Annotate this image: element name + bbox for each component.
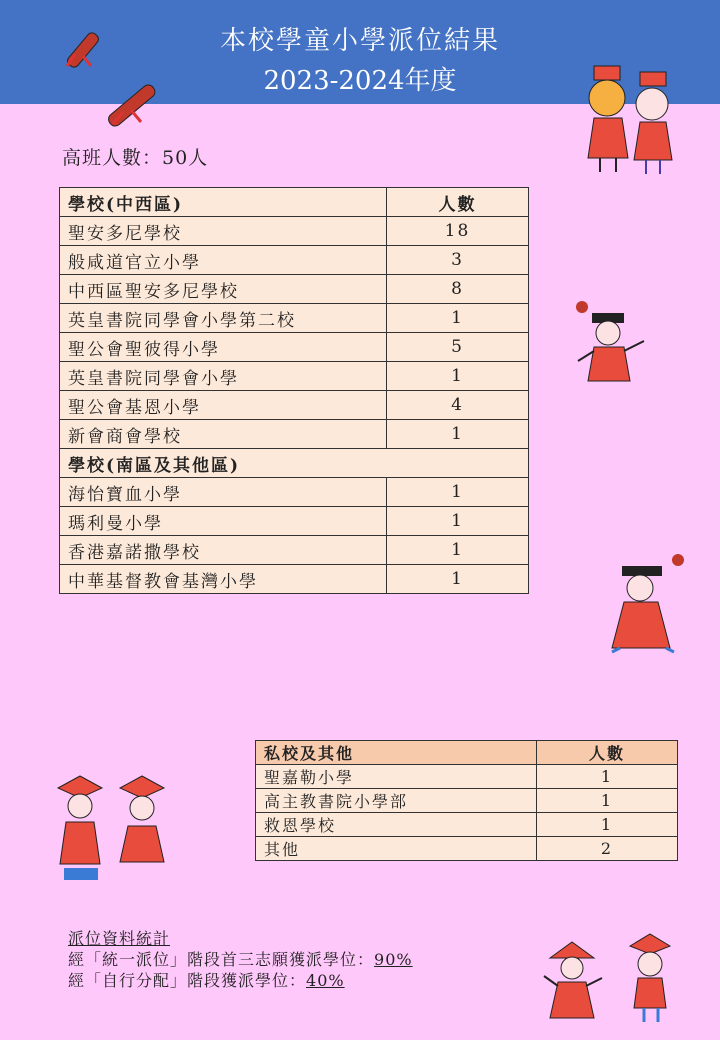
table-row xyxy=(60,507,529,536)
school-name: 新會商會學校 xyxy=(60,420,387,449)
school-name: 聖嘉勒小學 xyxy=(256,765,537,789)
school-name: 高主教書院小學部 xyxy=(256,789,537,813)
col-count: 人數 xyxy=(537,741,678,765)
table-row xyxy=(60,478,529,507)
school-name: 救恩學校 xyxy=(256,813,537,837)
table-row xyxy=(256,765,678,789)
table-row xyxy=(60,246,529,275)
school-count: 5 xyxy=(387,333,529,362)
graduates-pair-icon xyxy=(50,768,180,893)
table-row xyxy=(256,837,678,861)
school-count: 3 xyxy=(387,246,529,275)
stats-line-2 xyxy=(68,970,413,991)
graduate-drawing-icon xyxy=(572,295,667,395)
school-name: 海怡寶血小學 xyxy=(60,478,387,507)
stats-line-2-label: 經「自行分配」階段獲派學位： xyxy=(68,971,307,990)
subheader-south: 學校(南區及其他區) xyxy=(60,449,529,478)
school-count: 18 xyxy=(387,217,529,246)
stats-title: 派位資料統計 xyxy=(68,929,171,948)
table-header-row xyxy=(256,741,678,765)
stats-line-1-value: 90% xyxy=(374,950,413,969)
school-name: 聖公會基恩小學 xyxy=(60,391,387,420)
page-title: 本校學童小學派位結果 xyxy=(219,26,500,56)
col-count: 人數 xyxy=(387,188,529,217)
school-count: 1 xyxy=(537,789,678,813)
table-row xyxy=(60,536,529,565)
school-count: 1 xyxy=(387,362,529,391)
table-row xyxy=(60,275,529,304)
stats-line-1-label: 經「統一派位」階段首三志願獲派學位： xyxy=(68,950,375,969)
col-school: 學校(中西區) xyxy=(60,188,387,217)
table-row xyxy=(60,304,529,333)
school-name: 英皇書院同學會小學第二校 xyxy=(60,304,387,333)
table-header-row xyxy=(60,188,529,217)
graduates-bottom-icon xyxy=(540,928,680,1028)
school-name: 中華基督教會基灣小學 xyxy=(60,565,387,594)
class-size: 高班人數：50人 xyxy=(62,147,209,169)
table-row xyxy=(256,789,678,813)
school-count: 1 xyxy=(387,536,529,565)
school-count: 1 xyxy=(537,813,678,837)
school-count: 1 xyxy=(537,765,678,789)
school-count: 1 xyxy=(387,420,529,449)
table-row xyxy=(60,217,529,246)
graduates-drawing-icon xyxy=(572,60,687,178)
school-count: 1 xyxy=(387,304,529,333)
page-year: 2023-2024年度 xyxy=(263,66,457,96)
allocation-stats xyxy=(68,928,413,991)
school-name: 聖公會聖彼得小學 xyxy=(60,333,387,362)
school-count: 1 xyxy=(387,507,529,536)
table-row xyxy=(60,333,529,362)
school-name: 瑪利曼小學 xyxy=(60,507,387,536)
school-count: 8 xyxy=(387,275,529,304)
school-name: 聖安多尼學校 xyxy=(60,217,387,246)
school-count: 4 xyxy=(387,391,529,420)
school-count: 1 xyxy=(387,565,529,594)
private-schools-table xyxy=(255,740,678,861)
table-row xyxy=(60,391,529,420)
table-row xyxy=(60,420,529,449)
school-name: 般咸道官立小學 xyxy=(60,246,387,275)
table-subheader-row xyxy=(60,449,529,478)
school-name: 中西區聖安多尼學校 xyxy=(60,275,387,304)
table-row xyxy=(60,362,529,391)
table-row xyxy=(256,813,678,837)
school-name: 英皇書院同學會小學 xyxy=(60,362,387,391)
table-row xyxy=(60,565,529,594)
stats-line-2-value: 40% xyxy=(306,971,345,990)
stats-line-1 xyxy=(68,949,413,970)
school-name: 其他 xyxy=(256,837,537,861)
graduate-jumping-icon xyxy=(600,552,690,662)
school-count: 1 xyxy=(387,478,529,507)
school-name: 香港嘉諾撒學校 xyxy=(60,536,387,565)
col-school: 私校及其他 xyxy=(256,741,537,765)
diploma-scroll-icon xyxy=(55,20,165,130)
central-western-table xyxy=(59,187,529,594)
school-count: 2 xyxy=(537,837,678,861)
